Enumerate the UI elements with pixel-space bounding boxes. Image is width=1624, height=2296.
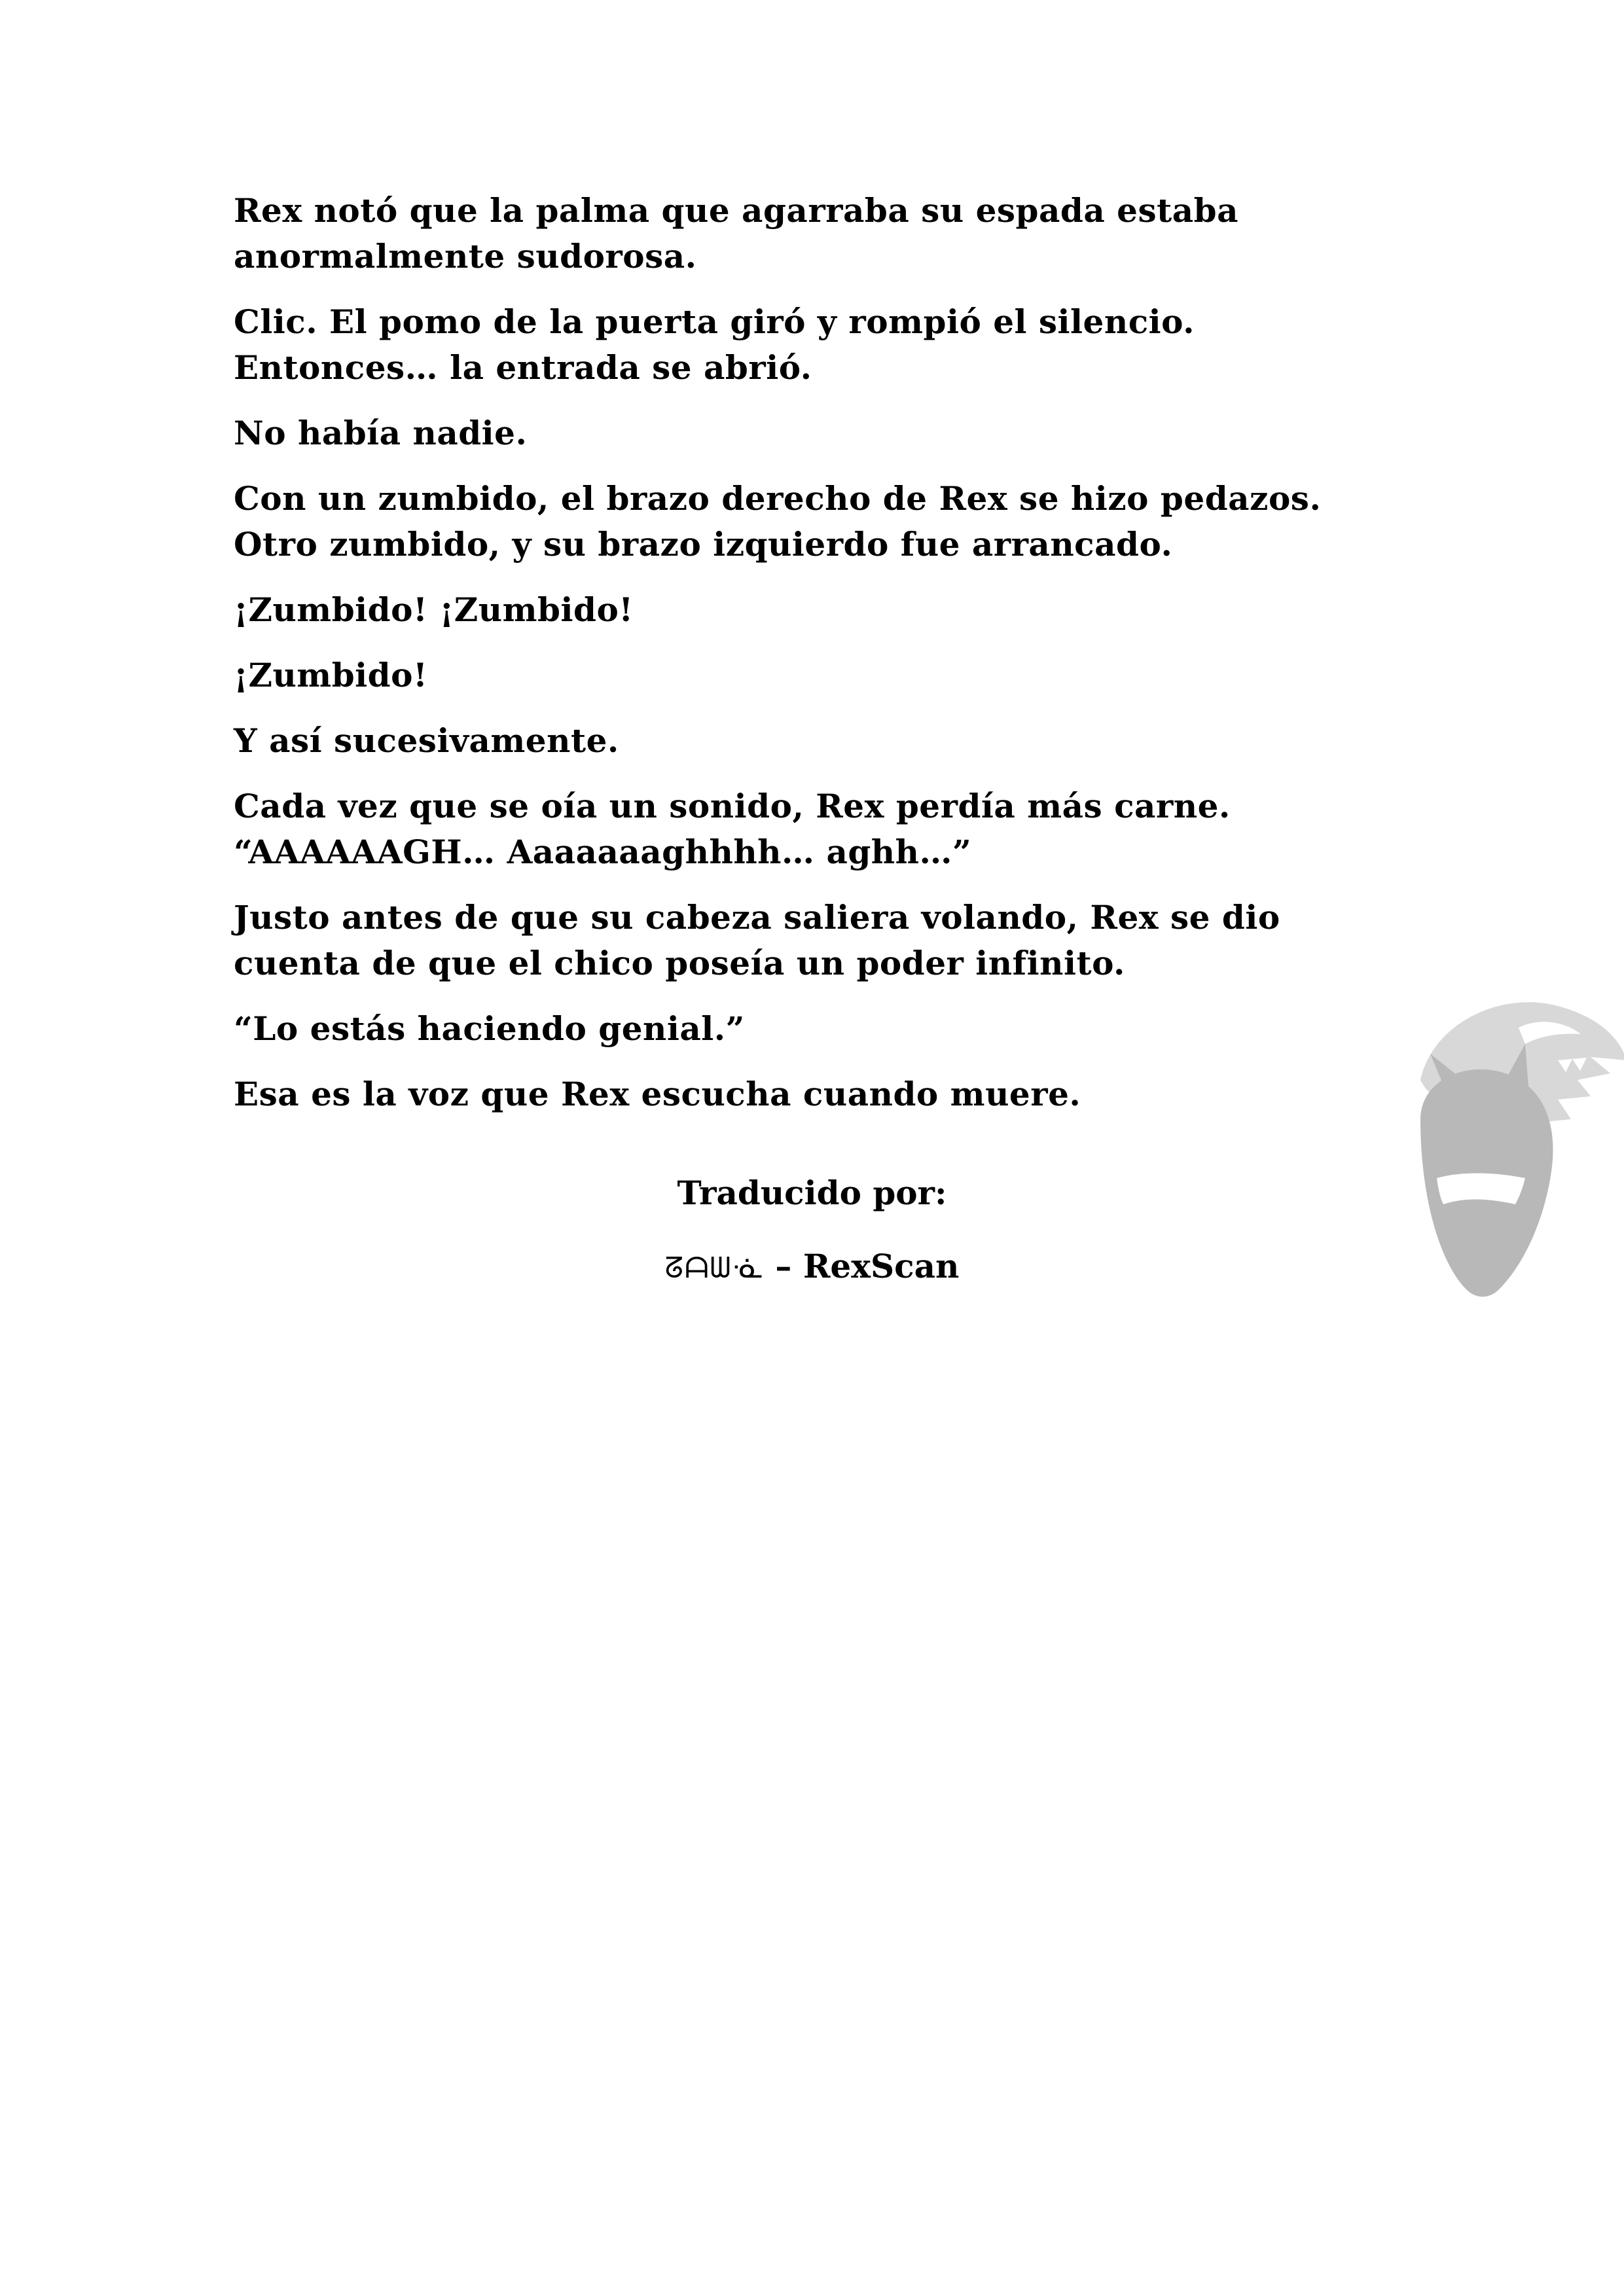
paragraph xyxy=(234,895,1399,986)
paragraph xyxy=(234,299,1399,391)
paragraph xyxy=(234,188,1399,279)
story-text xyxy=(234,188,1399,1137)
text-line: Justo antes de que su cabeza saliera volando, Rex se dio xyxy=(234,898,1280,937)
text-line: Otro zumbido, y su brazo izquierdo fue arrancado. xyxy=(234,525,1173,564)
paragraph xyxy=(234,653,1399,698)
paragraph xyxy=(234,718,1399,764)
paragraph xyxy=(234,476,1399,567)
translation-credits xyxy=(0,1170,1624,1319)
text-line: Clic. El pomo de la puerta giró y rompió el silencio. xyxy=(234,302,1195,341)
translator-name: ᘔᗩᗯᓍ xyxy=(664,1251,765,1285)
text-line: “Lo estás haciendo genial.” xyxy=(234,1009,745,1048)
text-line: anormalmente sudorosa. xyxy=(234,237,697,276)
text-line: ¡Zumbido! ¡Zumbido! xyxy=(234,590,634,629)
text-line: “AAAAAAGH… Aaaaaaaghhhh… aghh…” xyxy=(234,833,972,871)
paragraph xyxy=(234,410,1399,456)
text-line: Con un zumbido, el brazo derecho de Rex se hizo pedazos. xyxy=(234,479,1322,518)
group-name: RexScan xyxy=(803,1247,960,1285)
text-line: Esa es la voz que Rex escucha cuando muere. xyxy=(234,1075,1081,1113)
paragraph xyxy=(234,1071,1399,1117)
text-line: ¡Zumbido! xyxy=(234,656,428,694)
text-line: Entonces… la entrada se abrió. xyxy=(234,348,812,387)
text-line: Y así sucesivamente. xyxy=(234,721,619,760)
text-line: Cada vez que se oía un sonido, Rex perdía más carne. xyxy=(234,787,1231,825)
paragraph xyxy=(234,1006,1399,1052)
text-line: Rex notó que la palma que agarraba su espada estaba xyxy=(234,191,1238,230)
text-line: No había nadie. xyxy=(234,414,528,452)
credits-separator: – xyxy=(764,1247,803,1285)
credits-label: Traducido por: xyxy=(677,1174,947,1212)
text-line: cuenta de que el chico poseía un poder infinito. xyxy=(234,944,1125,982)
paragraph xyxy=(234,783,1399,875)
credits-names xyxy=(0,1244,1624,1291)
rexscan-dinosaur-logo-icon xyxy=(1394,982,1624,1302)
paragraph xyxy=(234,587,1399,633)
